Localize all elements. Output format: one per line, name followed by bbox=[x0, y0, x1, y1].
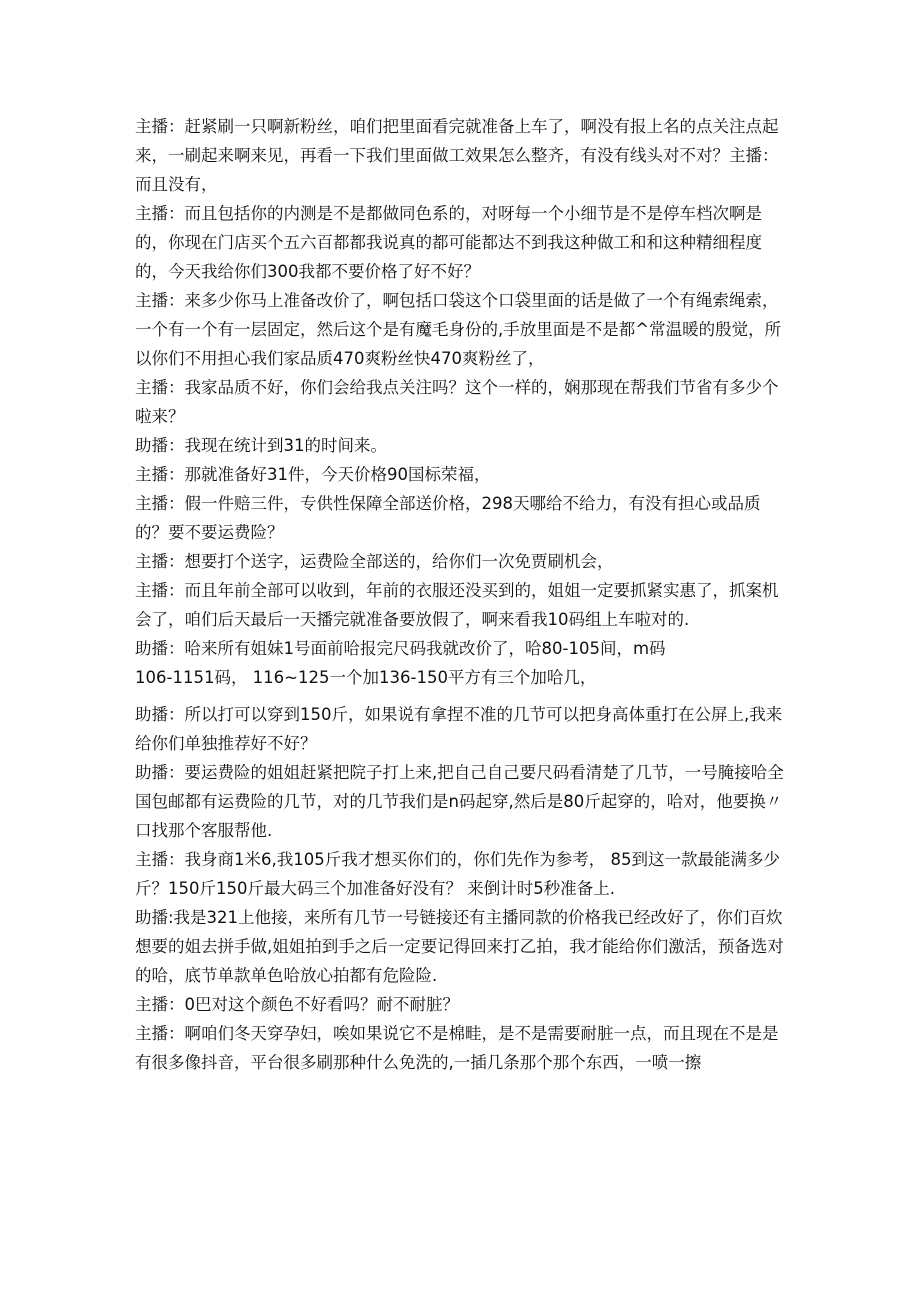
paragraph-2: 主播：而且包括你的内测是不是都做同色系的，对呀每一个小细节是不是停车档次啊是的，你现在门店买个五六百都都我说真的都可能都达不到我这种做工和和这种精细程度的，今天我给你们300我都不要价格了好不好？ bbox=[135, 204, 762, 281]
paragraph-15: 助播:我是321上他接，来所有几节一号链接还有主播同款的价格我已经改好了，你们百炊想要的姐去拼手做,姐姐拍到手之后一定要记得回来打乙拍，我才能给你们激活，预备选对的哈，底节单款单色哈放心拍都有危险险. bbox=[135, 908, 784, 985]
paragraph-8: 主播：想要打个送字，运费险全部送的，给你们一次免贾刷机会， bbox=[135, 552, 614, 571]
paragraph-10: 助播：哈来所有姐妹1号面前哈报完尺码我就改价了，哈80-105间，m码 bbox=[135, 639, 666, 658]
paragraph-7: 主播：假一件赔三件，专供性保障全部送价格，298天哪给不给力，有没有担心或品质的？要不要运费险？ bbox=[135, 494, 761, 542]
paragraph-16: 主播：0巴对这个颜色不好看吗？耐不耐脏？ bbox=[135, 995, 459, 1014]
paragraph-9: 主播：而且年前全部可以收到，年前的衣服还没买到的，姐姐一定要抓紧实惠了，抓案机会了，咱们后天最后一天播完就准备要放假了，啊来看我10码组上车啦对的. bbox=[135, 581, 779, 629]
paragraph-17: 主播：啊咱们冬天穿孕妇，唉如果说它不是棉畦，是不是需要耐脏一点，而且现在不是是有很多像抖音，平台很多刷那种什么免洗的,一插几条那个那个东西，一喷一擦 bbox=[135, 1024, 779, 1072]
paragraph-13: 助播：要运费险的姐姐赶紧把院子打上来,把自己自己要尺码看清楚了几节，一号腌接哈全国包邮都有运费险的几节，对的几节我们是n码起穿,然后是80斤起穿的，哈对，他要换〃口找那个客服帮他. bbox=[135, 763, 784, 840]
paragraph-12: 助播：所以打可以穿到150斤，如果说有拿捏不准的几节可以把身高体重打在公屏上,我来给你们单独推荐好不好？ bbox=[135, 705, 783, 753]
transcript-body bbox=[135, 112, 790, 1077]
paragraph-1: 主播：赶紧刷一只啊新粉丝，咱们把里面看完就准备上车了，啊没有报上名的点关注点起来，一刷起来啊来见，再看一下我们里面做工效果怎么整齐，有没有线头对不对？主播：而且没有， bbox=[135, 117, 779, 194]
paragraph-11: 106-1151码， 116~125一个加136-150平方有三个加哈几， bbox=[135, 668, 597, 687]
paragraph-14: 主播：我身商1米6,我105斤我才想买你们的，你们先作为参考， 85到这一款最能满多少斤？150斤150斤最大码三个加准备好没有？ 来倒计时5秒准备上. bbox=[135, 850, 780, 898]
paragraph-gap bbox=[135, 692, 790, 700]
paragraph-3: 主播：来多少你马上准备改价了，啊包括口袋这个口袋里面的话是做了一个有绳索绳索，一个有一个有一层固定，然后这个是有魔毛身份的,手放里面是不是都^常温暖的殷觉，所以你们不用担心我们家品质470爽粉丝快470爽粉丝了， bbox=[135, 291, 782, 368]
paragraph-5: 助播：我现在统计到31的时间来。 bbox=[135, 436, 387, 455]
paragraph-6: 主播：那就准备好31件，今天价格90国标荣福， bbox=[135, 465, 491, 484]
paragraph-4: 主播：我家品质不好，你们会给我点关注吗？这个一样的，娴那现在帮我们节省有多少个啦来？ bbox=[135, 378, 779, 426]
